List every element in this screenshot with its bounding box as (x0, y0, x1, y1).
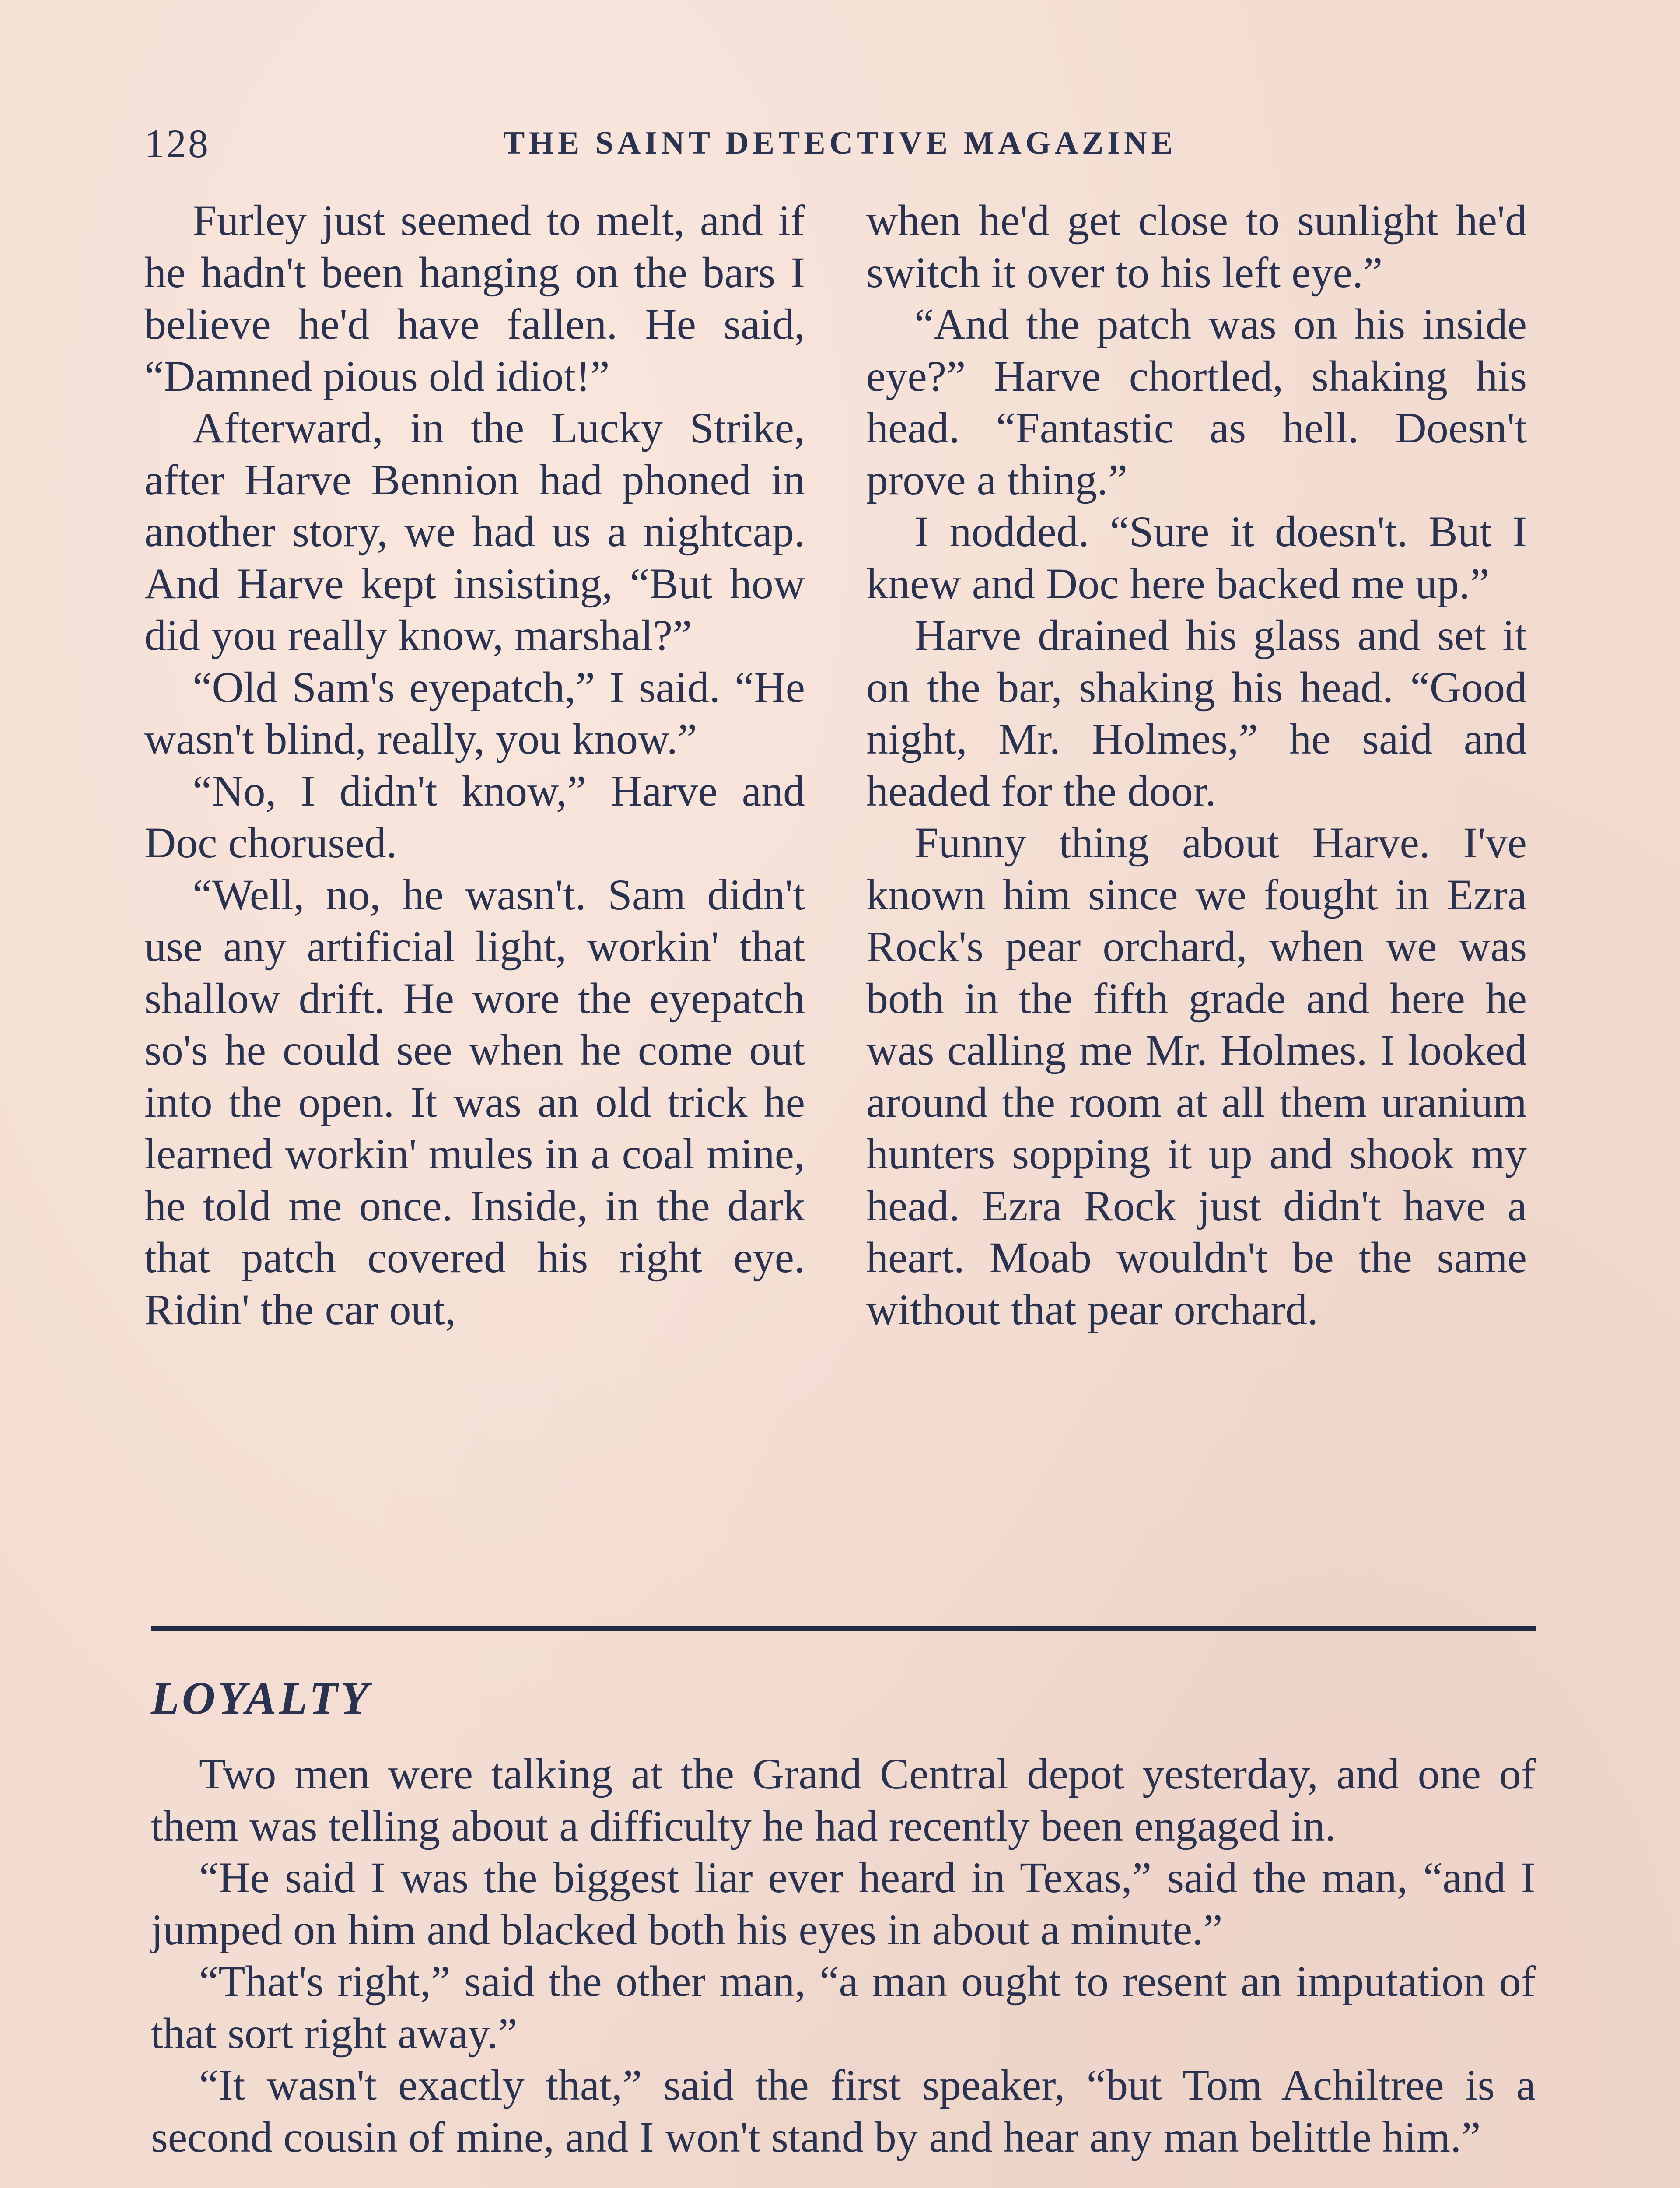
paragraph: Harve drained his glass and set it on the bar, shaking his head. “Good night, Mr. Holmes,” he said and headed for the door. (866, 611, 1527, 815)
paragraph: when he'd get close to sunlight he'd switch it over to his left eye.” (866, 196, 1527, 297)
paragraph: Afterward, in the Lucky Strike, after Harve Bennion had phoned in another story, we had us a nightcap. And Harve kept insisting, “But how did you really know, marshal?” (144, 403, 805, 659)
paragraph: Furley just seemed to melt, and if he hadn't been hanging on the bars I believe he'd have fallen. He said, “Damned pious old idiot!” (144, 196, 805, 400)
filler-title: LOYALTY (151, 1673, 371, 1724)
paragraph: Two men were talking at the Grand Central depot yesterday, and one of them was telling about a difficulty he had recently been engaged in. (151, 1750, 1536, 1850)
right-text-column (866, 195, 1527, 1336)
paragraph: Funny thing about Harve. I've known him since we fought in Ezra Rock's pear orchard, when we was both in the fifth grade and here he was calling me Mr. Holmes. I looked around the room at all them uranium hunters sopping it up and shook my head. Ezra Rock just didn't have a heart. Moab wouldn't be the same without that pear orchard. (866, 818, 1527, 1334)
magazine-title: THE SAINT DETECTIVE MAGAZINE (503, 125, 1177, 161)
paragraph: “And the patch was on his inside eye?” Harve chortled, shaking his head. “Fantastic as hell. Doesn't prove a thing.” (866, 300, 1527, 504)
page-number: 128 (144, 121, 210, 166)
paragraph: “Well, no, he wasn't. Sam didn't use any artificial light, workin' that shallow drift. He wore the eyepatch so's he could see when he come out into the open. It was an old trick he learned workin' mules in a coal mine, he told me once. Inside, in the dark that patch covered his right eye. Ridin' the car out, (144, 870, 805, 1334)
section-divider (151, 1626, 1536, 1631)
paragraph: “No, I didn't know,” Harve and Doc chorused. (144, 766, 805, 867)
paragraph: I nodded. “Sure it doesn't. But I knew and Doc here backed me up.” (866, 507, 1527, 608)
left-text-column (144, 195, 805, 1336)
running-head (144, 120, 1536, 173)
paragraph: “He said I was the biggest liar ever heard in Texas,” said the man, “and I jumped on him and blacked both his eyes in about a minute.” (151, 1853, 1536, 1954)
paragraph: “Old Sam's eyepatch,” I said. “He wasn't blind, really, you know.” (144, 663, 805, 763)
filler-story (151, 1748, 1536, 2163)
paragraph: “That's right,” said the other man, “a man ought to resent an imputation of that sort right away.” (151, 1957, 1536, 2058)
paragraph: “It wasn't exactly that,” said the first speaker, “but Tom Achiltree is a second cousin of mine, and I won't stand by and hear any man belittle him.” (151, 2061, 1536, 2161)
